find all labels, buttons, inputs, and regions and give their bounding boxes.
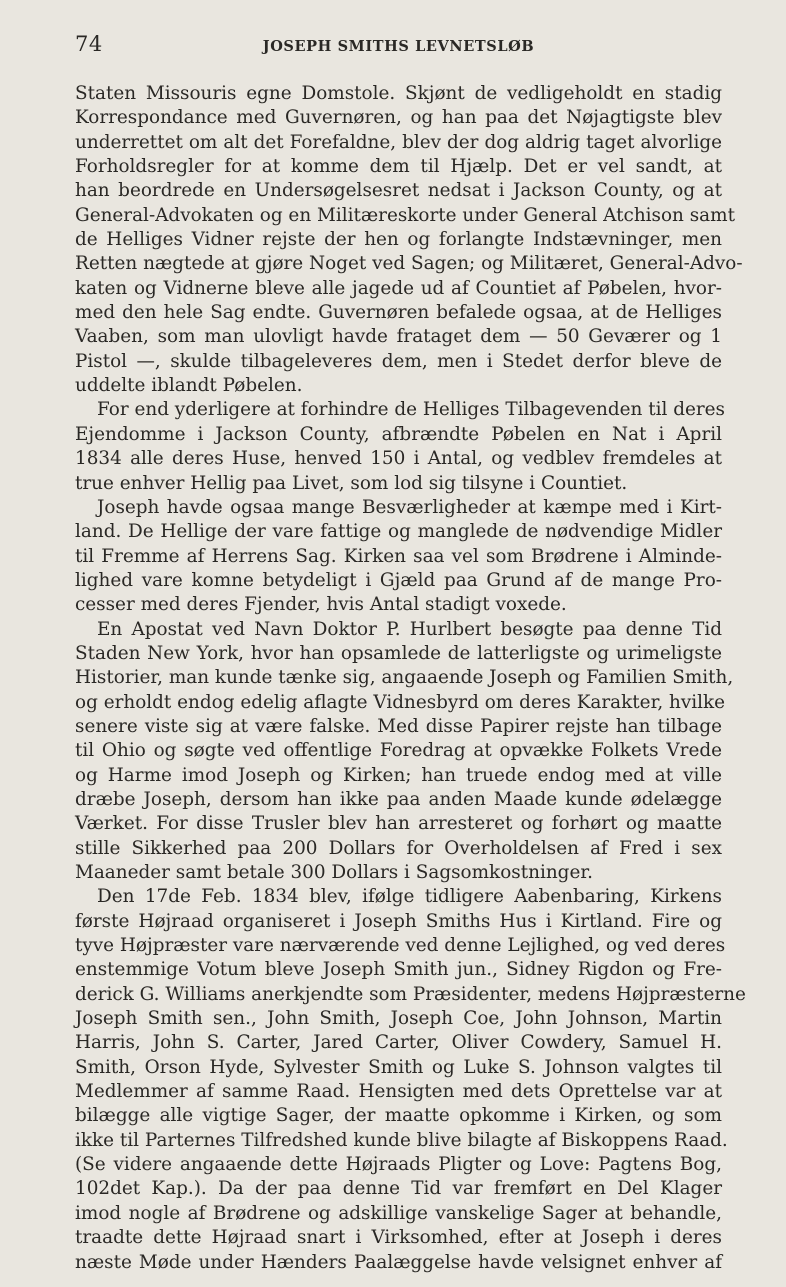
running-title: JOSEPH SMITHS LEVNETSLØB (262, 38, 535, 55)
text-line: lighed vare komne betydeligt i Gjæld paa Grund af de mange Pro- (75, 569, 722, 591)
text-line: Korrespondance med Guvernøren, og han paa det Nøjagtigste blev (75, 107, 722, 129)
text-line: enstemmige Votum bleve Joseph Smith jun., Sidney Rigdon og Fre- (75, 959, 722, 981)
text-line: senere viste sig at være falske. Med disse Papirer rejste han tilbage (75, 715, 722, 737)
text-line: For end yderligere at forhindre de Helliges Tilbagevenden til deres (97, 399, 725, 421)
text-line: imod nogle af Brødrene og adskillige vanskelige Sager at behandle, (75, 1202, 722, 1224)
text-line: General-Advokaten og en Militæreskorte under General Atchison samt (75, 204, 735, 226)
text-line: Vaaben, som man ulovligt havde frataget dem — 50 Geværer og 1 (75, 326, 722, 348)
text-line: til Fremme af Herrens Sag. Kirken saa vel som Brødrene i Alminde- (75, 545, 722, 567)
text-line: Værket. For disse Trusler blev han arresteret og forhørt og maatte (75, 813, 722, 835)
text-line: stille Sikkerhed paa 200 Dollars for Overholdelsen af Fred i sex (75, 837, 722, 859)
text-line: Ejendomme i Jackson County, afbrændte Pøbelen en Nat i April (75, 423, 722, 445)
text-line: Joseph havde ogsaa mange Besværligheder at kæmpe med i Kirt- (97, 496, 722, 518)
text-line: katen og Vidnerne bleve alle jagede ud af Countiet af Pøbelen, hvor- (75, 277, 722, 299)
text-line: til Ohio og søgte ved offentlige Foredrag at opvække Folkets Vrede (75, 740, 722, 762)
text-line: En Apostat ved Navn Doktor P. Hurlbert besøgte paa denne Tid (97, 618, 722, 640)
text-line: traadte dette Højraad snart i Virksomhed, efter at Joseph i deres (75, 1227, 722, 1249)
text-line: Forholdsregler for at komme dem til Hjælp. Det er vel sandt, at (75, 156, 722, 178)
text-line: derick G. Williams anerkjendte som Præsidenter, medens Højpræsterne (75, 983, 746, 1005)
text-line: tyve Højpræster vare nærværende ved denne Lejlighed, og ved deres (75, 935, 726, 957)
text-line: dræbe Joseph, dersom han ikke paa anden Maade kunde ødelægge (75, 788, 722, 810)
text-line: 102det Kap.). Da der paa denne Tid var fremført en Del Klager (75, 1178, 722, 1200)
text-line: Joseph Smith sen., John Smith, Joseph Coe, John Johnson, Martin (75, 1008, 722, 1030)
text-line: true enhver Hellig paa Livet, som lod sig tilsyne i Countiet. (75, 472, 628, 494)
text-line: uddelte iblandt Pøbelen. (75, 375, 303, 397)
text-line: Historier, man kunde tænke sig, angaaende Joseph og Familien Smith, (75, 667, 734, 689)
text-line: Medlemmer af samme Raad. Hensigten med dets Oprettelse var at (75, 1081, 722, 1103)
text-line: med den hele Sag endte. Guvernøren befalede ogsaa, at de Helliges (75, 302, 722, 324)
text-line: Smith, Orson Hyde, Sylvester Smith og Luke S. Johnson valgtes til (75, 1056, 722, 1078)
body-text (75, 82, 746, 1275)
text-line: cesser med deres Fjender, hvis Antal stadigt voxede. (75, 594, 567, 616)
text-line: underrettet om alt det Forefaldne, blev der dog aldrig taget alvorlige (75, 131, 722, 153)
text-line: Staden New York, hvor han opsamlede de latterligste og urimeligste (75, 642, 722, 664)
page-header (75, 32, 722, 58)
text-line: næste Møde under Hænders Paalæggelse havde velsignet enhver af (75, 1251, 722, 1273)
text-line: første Højraad organiseret i Joseph Smiths Hus i Kirtland. Fire og (75, 910, 722, 932)
text-line: og erholdt endog edelig aflagte Vidnesbyrd om deres Karakter, hvilke (75, 691, 726, 713)
text-line: Harris, John S. Carter, Jared Carter, Oliver Cowdery, Samuel H. (75, 1032, 722, 1054)
page-number: 74 (75, 32, 103, 56)
text-line: land. De Hellige der vare fattige og manglede de nødvendige Midler (75, 521, 722, 543)
text-line: de Helliges Vidner rejste der hen og forlangte Indstævninger, men (75, 229, 722, 251)
text-line: og Harme imod Joseph og Kirken; han truede endog med at ville (75, 764, 722, 786)
text-line: (Se videre angaaende dette Højraads Pligter og Love: Pagtens Bog, (75, 1154, 722, 1176)
text-line: ikke til Parternes Tilfredshed kunde blive bilagte af Biskoppens Raad. (75, 1129, 728, 1151)
text-line: bilægge alle vigtige Sager, der maatte opkomme i Kirken, og som (75, 1105, 722, 1127)
text-line: Pistol —, skulde tilbageleveres dem, men i Stedet derfor bleve de (75, 350, 722, 372)
text-line: Den 17de Feb. 1834 blev, ifølge tidligere Aabenbaring, Kirkens (97, 886, 722, 908)
text-line: Staten Missouris egne Domstole. Skjønt de vedligeholdt en stadig (75, 83, 722, 104)
text-line: 1834 alle deres Huse, henved 150 i Antal, og vedblev fremdeles at (75, 448, 722, 470)
text-line: Retten nægtede at gjøre Noget ved Sagen; og Militæret, General-Advo- (75, 253, 743, 275)
text-line: han beordrede en Undersøgelsesret nedsat i Jackson County, og at (75, 180, 722, 202)
text-line: Maaneder samt betale 300 Dollars i Sagsomkostninger. (75, 862, 593, 883)
